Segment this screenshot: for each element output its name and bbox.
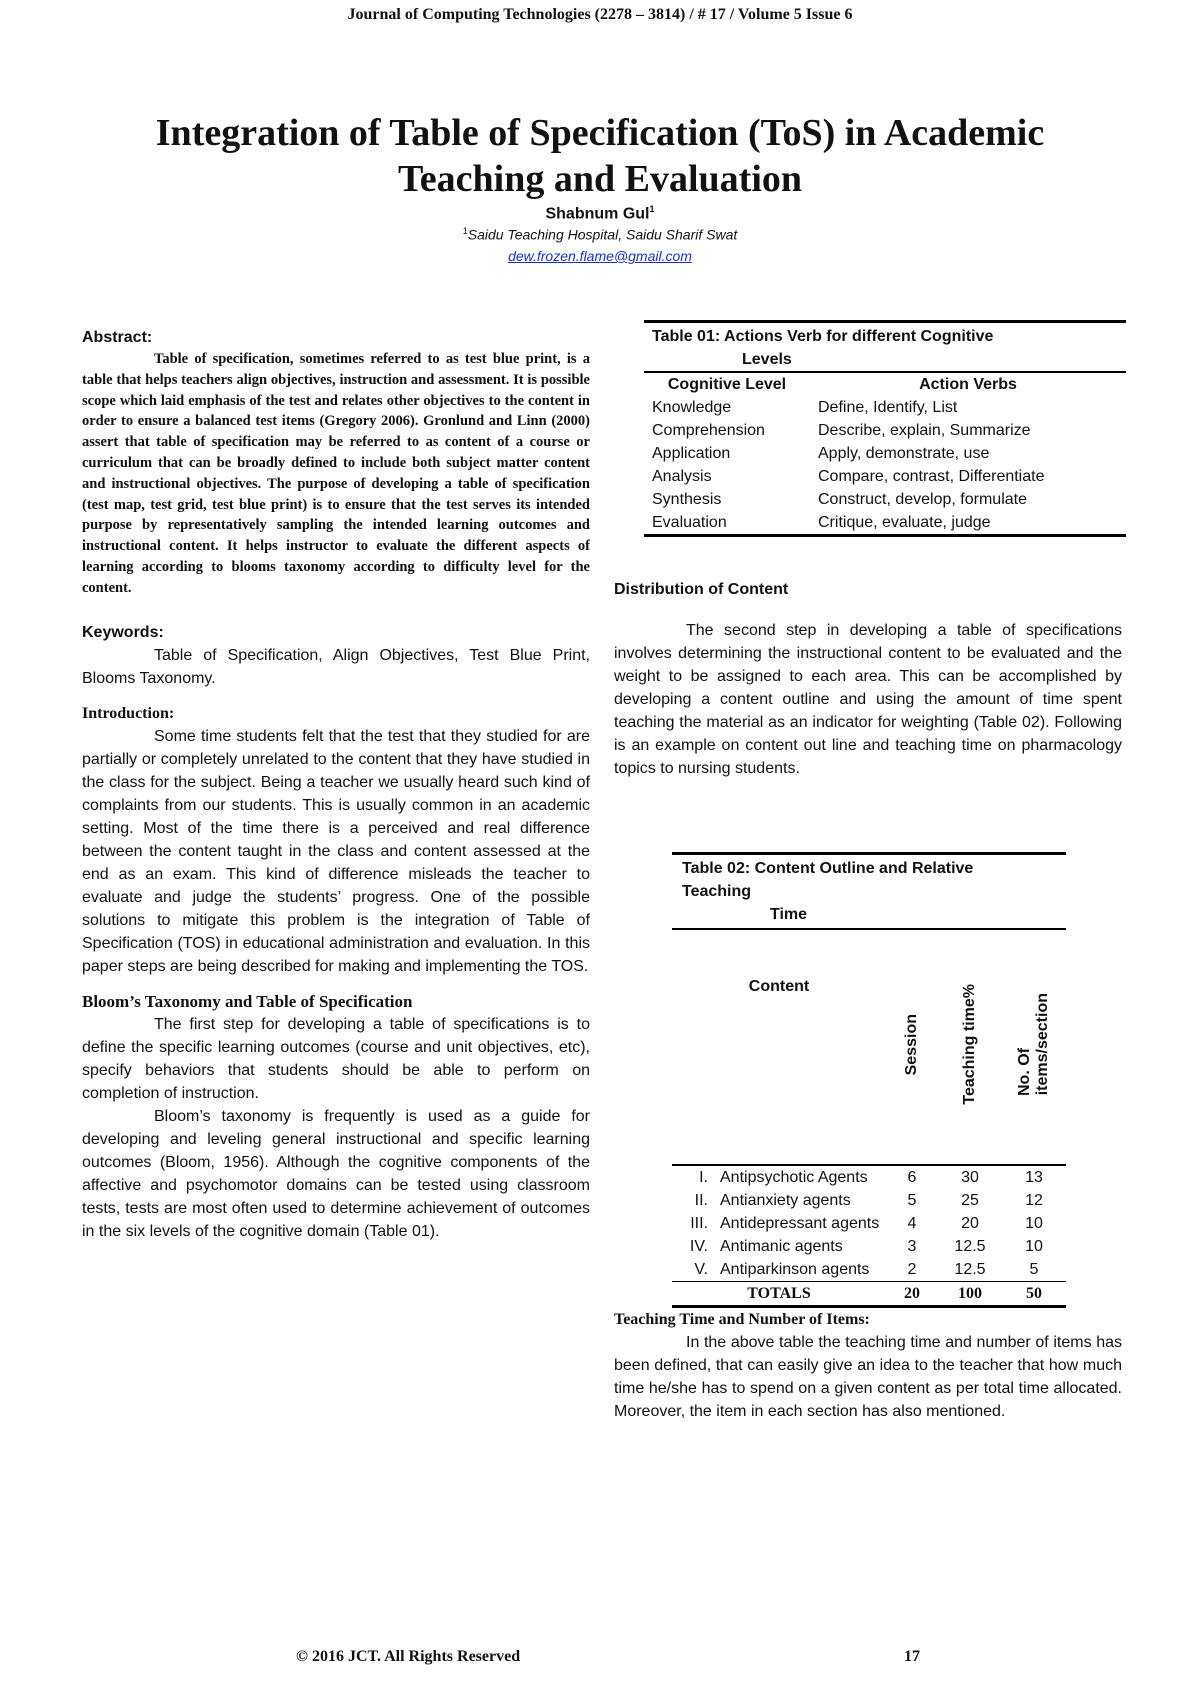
table-01-caption-line-2: Levels	[742, 350, 792, 368]
bloom-paragraph-2: Bloom’s taxonomy is frequently is used as a guide for developing and leveling general instructional and specific learning outcomes (Bloom, 1956). Although the cognitive components of the affective and psychomotor domains can be tested using classroom tests, tests are most often used to determine achievement of outcomes in the six levels of the cognitive domain (Table 01).	[82, 1107, 590, 1240]
table-cell: 13	[1025, 1168, 1043, 1186]
table-cell: 30	[961, 1168, 979, 1186]
table-02-caption	[672, 854, 1066, 930]
table-cell: 10	[1025, 1237, 1043, 1255]
table-row	[644, 442, 1126, 465]
table-cell: 25	[961, 1191, 979, 1209]
table-cell: 20	[886, 1282, 938, 1307]
teaching-time-text: In the above table the teaching time and number of items has been defined, that can easily give an idea to the teacher that how much time he/she has to spend on a given content as per total time allocated. Moreover, the item in each section has also mentioned.	[614, 1334, 1122, 1420]
table-cell: 100	[938, 1282, 1002, 1307]
table-cell: Comprehension	[652, 421, 765, 439]
table-row	[672, 1212, 1066, 1235]
content-outline-table	[672, 852, 1066, 1308]
table-cell: 4	[907, 1214, 917, 1232]
table-row	[644, 465, 1126, 488]
abstract-text: Table of specification, sometimes referred to as test blue print, is a table that helps teachers align objectives, instruction and assessment. It is possible scope which laid emphasis of the test and relates other objectives to the content in order to ensure a balanced test items (Gregory 2006). Gronlund and Linn (2000) assert that table of specification may be referred to as content of a course or curriculum that can be broadly defined to include both subject matter content and instructional objectives. The purpose of developing a table of specification (test map, test grid, test blue print) is to ensure that the test serves its intended purpose by representatively sampling the intended learning outcomes and instructional content. It helps instructor to evaluate the different aspects of learning according to blooms taxonomy according to difficulty level for the content.	[82, 351, 590, 596]
table-02	[672, 852, 1066, 1308]
table-cell: 12	[1025, 1191, 1043, 1209]
table-cell: Knowledge	[652, 398, 732, 416]
table-cell: V.	[694, 1260, 708, 1278]
keywords-text: Table of Specification, Align Objectives, Test Blue Print, Blooms Taxonomy.	[82, 646, 590, 687]
table-cell: Application	[652, 444, 731, 462]
table-02-header-content: Content	[672, 929, 886, 1165]
table-row	[672, 1189, 1066, 1212]
table-cell: Antimanic agents	[720, 1237, 843, 1255]
table-cell: 12.5	[954, 1237, 986, 1255]
table-row	[644, 419, 1126, 442]
table-cell: Critique, evaluate, judge	[810, 511, 1126, 536]
author-name-text: Shabnum Gul	[545, 205, 650, 223]
table-cell: Synthesis	[652, 490, 722, 508]
author-name	[0, 204, 1200, 223]
table-cell: 10	[1025, 1214, 1043, 1232]
table-cell: III.	[690, 1214, 708, 1232]
title-line-1: Integration of Table of Specification (ToS) in Academic	[155, 112, 1045, 154]
table-cell: Apply, demonstrate, use	[818, 444, 990, 462]
table-01-caption-text: Actions Verb for different Cognitive	[724, 327, 994, 345]
right-column-top	[614, 578, 1122, 780]
table-01-caption	[644, 322, 1126, 349]
table-cell: 5	[907, 1191, 917, 1209]
table-cell: Compare, contrast, Differentiate	[818, 467, 1045, 485]
table-cell: Antiparkinson agents	[720, 1260, 870, 1278]
table-cell: Antipsychotic Agents	[720, 1168, 868, 1186]
table-cell: 6	[907, 1168, 917, 1186]
table-totals-row	[672, 1282, 1066, 1307]
table-01-caption-label: Table 01:	[652, 327, 721, 345]
table-row	[672, 1258, 1066, 1282]
table-row	[672, 1235, 1066, 1258]
title-line-2: Teaching and Evaluation	[397, 158, 803, 200]
table-02-caption-line-2: Teaching	[682, 883, 752, 900]
affiliation-superscript: 1	[462, 226, 468, 236]
table-cell: IV.	[689, 1237, 708, 1255]
cognitive-levels-table	[644, 320, 1126, 537]
table-row	[644, 488, 1126, 511]
table-02-header-teaching-time: Teaching time%	[961, 984, 978, 1105]
table-cell: Evaluation	[644, 511, 810, 536]
table-02-header-session: Session	[903, 1013, 920, 1076]
table-cell: 2	[907, 1260, 917, 1278]
table-02-header-items-line-1: No. Of	[1016, 1047, 1033, 1096]
table-cell: II.	[694, 1191, 708, 1209]
table-row	[644, 511, 1126, 536]
table-cell: 12.5	[954, 1260, 986, 1278]
table-02-header-items-line-2: items/section	[1034, 993, 1051, 1096]
table-cell: Antidepressant agents	[720, 1214, 880, 1232]
table-cell: 20	[961, 1214, 979, 1232]
table-cell: 5	[1029, 1260, 1039, 1278]
table-row	[644, 396, 1126, 419]
paper-title	[80, 110, 1120, 202]
author-superscript: 1	[649, 204, 655, 214]
table-row	[672, 1165, 1066, 1189]
teaching-time-heading: Teaching Time and Number of Items:	[614, 1311, 870, 1328]
author-email	[0, 248, 1200, 264]
table-cell: I.	[699, 1168, 708, 1186]
left-column	[82, 326, 590, 1243]
distribution-heading: Distribution of Content	[614, 581, 789, 598]
table-02-caption-line-3: Time	[770, 906, 808, 923]
table-01-header-verbs: Action Verbs	[810, 372, 1126, 396]
table-cell: TOTALS	[672, 1282, 886, 1307]
copyright: © 2016 JCT. All Rights Reserved	[296, 1648, 521, 1665]
journal-header: Journal of Computing Technologies (2278 – 3814) / # 17 / Volume 5 Issue 6	[347, 6, 853, 23]
table-01	[644, 320, 1126, 537]
bloom-paragraph-1: The first step for developing a table of specifications is to define the specific learning outcomes (course and unit objectives, etc), specify behaviors that students should be able to perform on completion of instruction.	[82, 1015, 590, 1102]
affiliation	[0, 226, 1200, 243]
table-02-caption-line-1: Table 02: Content Outline and Relative	[682, 860, 974, 877]
affiliation-text: Saidu Teaching Hospital, Saidu Sharif Swat	[467, 226, 738, 243]
table-cell: Define, Identify, List	[818, 398, 958, 416]
table-cell: Analysis	[652, 467, 712, 485]
keywords-heading: Keywords:	[82, 623, 164, 641]
page-number: 17	[904, 1648, 920, 1665]
table-cell: Describe, explain, Summarize	[818, 421, 1031, 439]
bloom-heading: Bloom’s Taxonomy and Table of Specification	[82, 991, 413, 1011]
table-cell: 3	[907, 1237, 917, 1255]
table-cell: 50	[1002, 1282, 1066, 1307]
distribution-text: The second step in developing a table of specifications involves determining the instructional content to be evaluated and the weight to be assigned to each area. This can be accomplished by developing a content outline and using the amount of time spent teaching the material as an indicator for weighting (Table 02). Following is an example on content out line and teaching time on pharmacology topics to nursing students.	[614, 622, 1122, 777]
email-link[interactable]: dew.frozen.flame@gmail.com	[508, 248, 692, 264]
right-column-bottom	[614, 1308, 1122, 1423]
introduction-text: Some time students felt that the test that they studied for are partially or completely unrelated to the content that they have studied in the class for the subject. Being a teacher we usually heard such kind of complaints from our students. This is usually common in an academic setting. Most of the time there is a perceived and real difference between the content taught in the class and content assessed at the end as an exam. This kind of difference misleads the teacher to evaluate and judge the students’ progress. One of the possible solutions to mitigate this problem is the integration of Table of Specification (TOS) in educational administration and evaluation. In this paper steps are being described for making and implementing the TOS.	[82, 727, 590, 975]
table-01-header-level: Cognitive Level	[644, 372, 810, 396]
introduction-heading: Introduction:	[82, 704, 175, 722]
table-cell: Antianxiety agents	[720, 1191, 851, 1209]
abstract-heading: Abstract:	[82, 329, 153, 346]
table-cell: Construct, develop, formulate	[818, 490, 1027, 508]
